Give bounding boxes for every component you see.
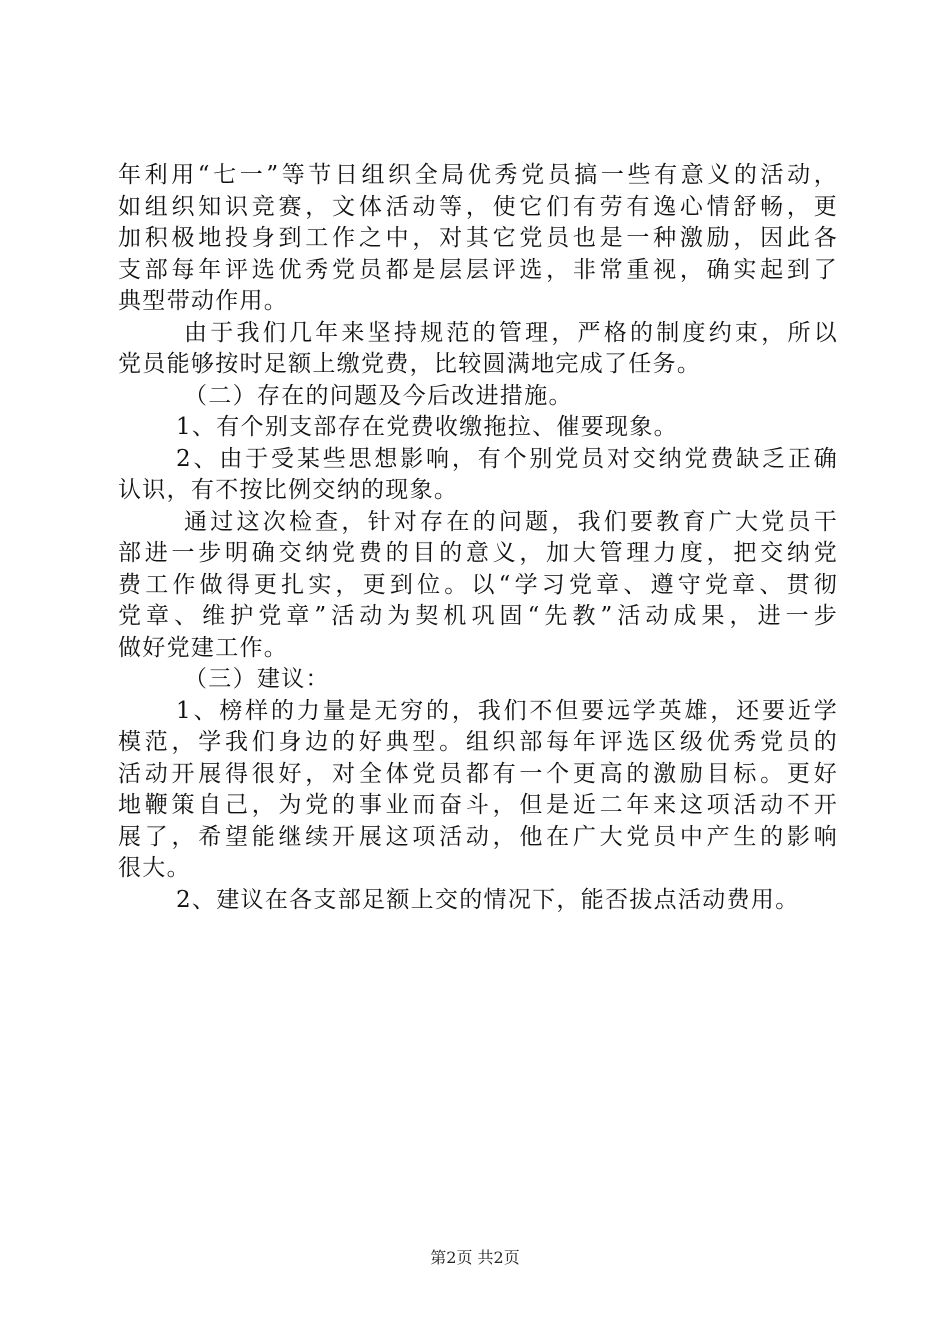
text-line: 模范，学我们身边的好典型。组织部每年评选区级优秀党员的	[118, 729, 838, 755]
text-line: 通过这次检查，针对存在的问题，我们要教育广大党员干	[184, 508, 838, 535]
text-line: 如组织知识竞赛，文体活动等，使它们有劳有逸心情舒畅，更	[118, 193, 838, 220]
text-line: 党章、维护党章”活动为契机巩固“先教”活动成果，进一步	[118, 603, 838, 629]
text-line: 做好党建工作。	[118, 634, 289, 661]
text-line: 2、由于受某些思想影响，有个别党员对交纳党费缺乏正确	[176, 445, 838, 472]
text-line: 1、榜样的力量是无穷的，我们不但要远学英雄，还要近学	[176, 697, 838, 724]
page-number-footer: 第2页 共2页	[430, 1248, 520, 1267]
text-line: 由于我们几年来坚持规范的管理，严格的制度约束，所以	[184, 319, 838, 346]
text-line: 支部每年评选优秀党员都是层层评选，非常重视，确实起到了	[118, 256, 838, 283]
text-line: 地鞭策自己，为党的事业而奋斗，但是近二年来这项活动不开	[118, 792, 838, 818]
text-line: 2、建议在各支部足额上交的情况下，能否拔点活动费用。	[176, 886, 800, 913]
text-line: 典型带动作用。	[118, 288, 289, 314]
document-body	[118, 160, 838, 916]
text-line: 加积极地投身到工作之中，对其它党员也是一种激励，因此各	[118, 225, 838, 251]
text-line: 很大。	[118, 855, 191, 881]
text-line: 部进一步明确交纳党费的目的意义，加大管理力度，把交纳党	[118, 540, 838, 566]
text-line: 认识，有不按比例交纳的现象。	[118, 477, 459, 503]
section-heading: （三）建议：	[184, 666, 330, 692]
text-line: 活动开展得很好，对全体党员都有一个更高的激励目标。更好	[118, 760, 838, 787]
text-line: 年利用“七一”等节日组织全局优秀党员搞一些有意义的活动，	[118, 162, 838, 188]
text-line: 1、有个别支部存在党费收缴拖拉、催要现象。	[176, 414, 678, 440]
text-line: 展了，希望能继续开展这项活动，他在广大党员中产生的影响	[118, 823, 838, 850]
text-line: 费工作做得更扎实，更到位。以“学习党章、遵守党章、贯彻	[118, 571, 838, 598]
text-line: 党员能够按时足额上缴党费，比较圆满地完成了任务。	[118, 351, 702, 377]
section-heading: （二）存在的问题及今后改进措施。	[184, 382, 573, 409]
